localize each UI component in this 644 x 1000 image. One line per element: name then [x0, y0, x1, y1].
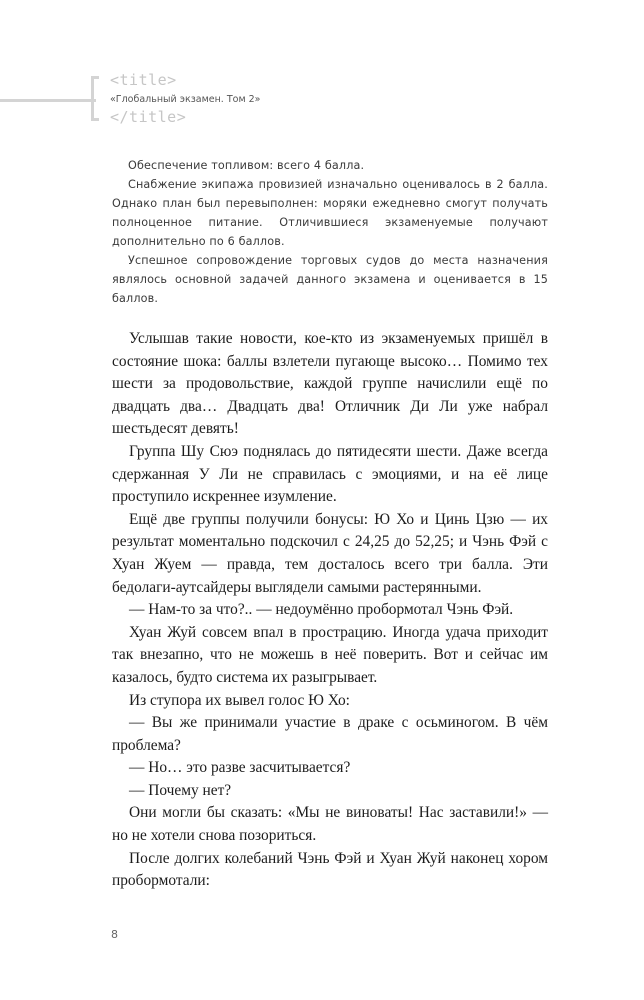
page-number: 8	[111, 928, 118, 941]
paragraph: После долгих колебаний Чэнь Фэй и Хуан Жуй наконец хором пробормотали:	[112, 849, 548, 890]
paragraph: Группа Шу Сюэ поднялась до пятидесяти шести. Даже всегда сдержанная У Ли не справилась с эмоциями, и на её лице проступило искреннее изумление.	[112, 442, 548, 506]
paragraph: Ещё две группы получили бонусы: Ю Хо и Цинь Цзю — их результат моментально подскочил с 24,25 до 52,25; и Чэнь Фэй с Хуан Жуем — правда, тем досталось всего три балла. Эти бедолаги-аутсайдеры выглядели самыми растерянными.	[112, 510, 548, 596]
paragraph: — Нам-то за что?.. — недоумённо пробормотал Чэнь Фэй.	[129, 601, 514, 619]
paragraph: Услышав такие новости, кое-кто из экзаменуемых пришёл в состояние шока: баллы взлетели пугающе высоко… Помимо тех шести за продовольствие, каждой группе начислили ещё по двадцать два… Двадцать два! Отличник Ди Ли уже набрал шестьдесят девять!	[112, 330, 548, 438]
paragraph: — Почему нет?	[129, 781, 232, 799]
score-note: Успешное сопровождение торговых судов до места назначения являлось основной задачей данного экзамена и оценивается в 15 баллов.	[112, 254, 548, 305]
paragraph: Из ступора их вывел голос Ю Хо:	[129, 691, 350, 709]
header-decor-line	[0, 99, 96, 102]
running-book-title: «Глобальный экзамен. Том 2»	[110, 94, 261, 105]
score-note: Обеспечение топливом: всего 4 балла.	[128, 159, 365, 172]
paragraph: — Вы же принимали участие в драке с осьминогом. В чём проблема?	[112, 714, 548, 754]
title-tag-close: </title>	[110, 108, 187, 126]
paragraph: Хуан Жуй совсем впал в прострацию. Иногда удача приходит так внезапно, что не можешь в неё поверить. Вот и сейчас им казалось, будто система их разыгрывает.	[112, 623, 548, 686]
score-note: Снабжение экипажа провизией изначально оценивалось в 2 балла. Однако план был перевыполнен: моряки ежедневно смогут получать полноценное питание. Отличившиеся экзаменуемые получают дополнительно по 6 баллов.	[112, 178, 548, 248]
title-tag-open: <title>	[110, 71, 177, 89]
score-notes	[112, 156, 548, 308]
body-text	[112, 328, 548, 893]
paragraph: Они могли бы сказать: «Мы не виноваты! Нас заставили!» — но не хотели снова позориться.	[112, 804, 548, 845]
header-bracket	[91, 76, 99, 121]
paragraph: — Но… это разве засчитывается?	[129, 759, 351, 777]
